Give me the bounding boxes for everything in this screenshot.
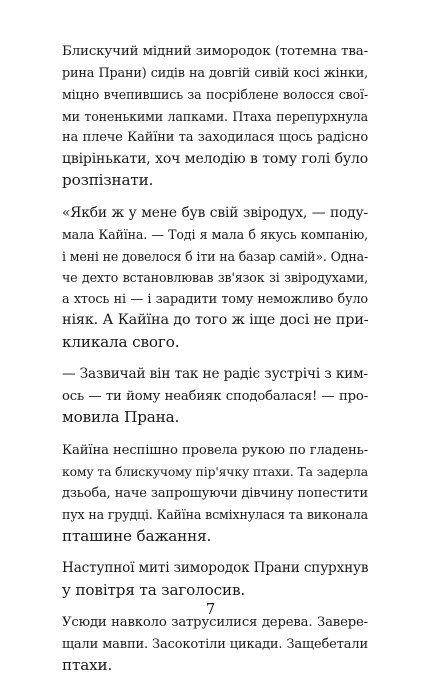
text-line: пух на грудці. Кайїна всміхнулася та виконала <box>62 507 368 522</box>
text-line: Усюди навколо затрусилися дерева. Завере- <box>62 615 368 630</box>
text-line: ніяк. А Кайїна до того ж іще досі не при- <box>62 312 369 328</box>
text-line: мовила Прана. <box>62 408 180 426</box>
text-line: Наступної миті зимородок Прани спурхнув <box>62 560 369 576</box>
paragraph-2 <box>62 203 368 354</box>
text-line: а хтось ні — і зарадити тому неможливо було <box>62 291 368 307</box>
text-line: ось — ти йому неабияк сподобалася! — про- <box>62 388 368 404</box>
text-line: птахи. <box>62 656 113 674</box>
text-line: на плече Кайїни та заходилася щось радісно <box>62 130 368 145</box>
text-line: цвірінькати, хоч мелодію в тому голі було <box>62 150 368 167</box>
text-line: рина Прани) сидів на довгій сивій косі жінки, <box>62 65 368 81</box>
text-line: щали мавпи. Засокотіли цикади. Защебетали <box>62 636 368 652</box>
page-body <box>62 41 368 688</box>
paragraph-4 <box>62 440 368 548</box>
paragraph-3 <box>62 364 368 429</box>
text-line: че дехто встановлював зв'язок зі звіродухами, <box>62 270 368 285</box>
text-line: мала Кайїна. — Тоді я мала б якусь компанію, <box>62 227 368 242</box>
text-line: пташине бажання. <box>62 526 212 545</box>
paragraph-5 <box>62 558 368 601</box>
text-line: міцно вчепившись за посріблене волосся свої- <box>62 87 368 102</box>
text-line: «Якби ж у мене був свій звіродух, — поду- <box>62 204 368 221</box>
text-line: кому та блискучому пір'ячку птахи. Та задерла <box>62 464 368 479</box>
text-line: у повітря та заголосив. <box>62 580 246 599</box>
text-line: розпізнати. <box>62 171 154 189</box>
text-line: дзьоба, наче запрошуючи дівчину попестити <box>62 485 368 501</box>
text-line: Кайїна неспішно провела рукою по гладень- <box>62 442 368 458</box>
text-line: ми тоненькими лапками. Птаха перепурхнула <box>62 108 368 124</box>
page-number: 7 <box>205 600 216 618</box>
paragraph-1 <box>62 41 368 192</box>
paragraph-6 <box>62 612 368 677</box>
text-line: кликала свого. <box>62 332 180 351</box>
text-line: — Зазвичай він так не радіє зустрічі з ким- <box>62 366 368 382</box>
text-line: Блискучий мідний зимородок (тотемна тва- <box>62 44 368 59</box>
text-line: і мені не довелося б іти на базар самій». Одна- <box>62 248 369 264</box>
